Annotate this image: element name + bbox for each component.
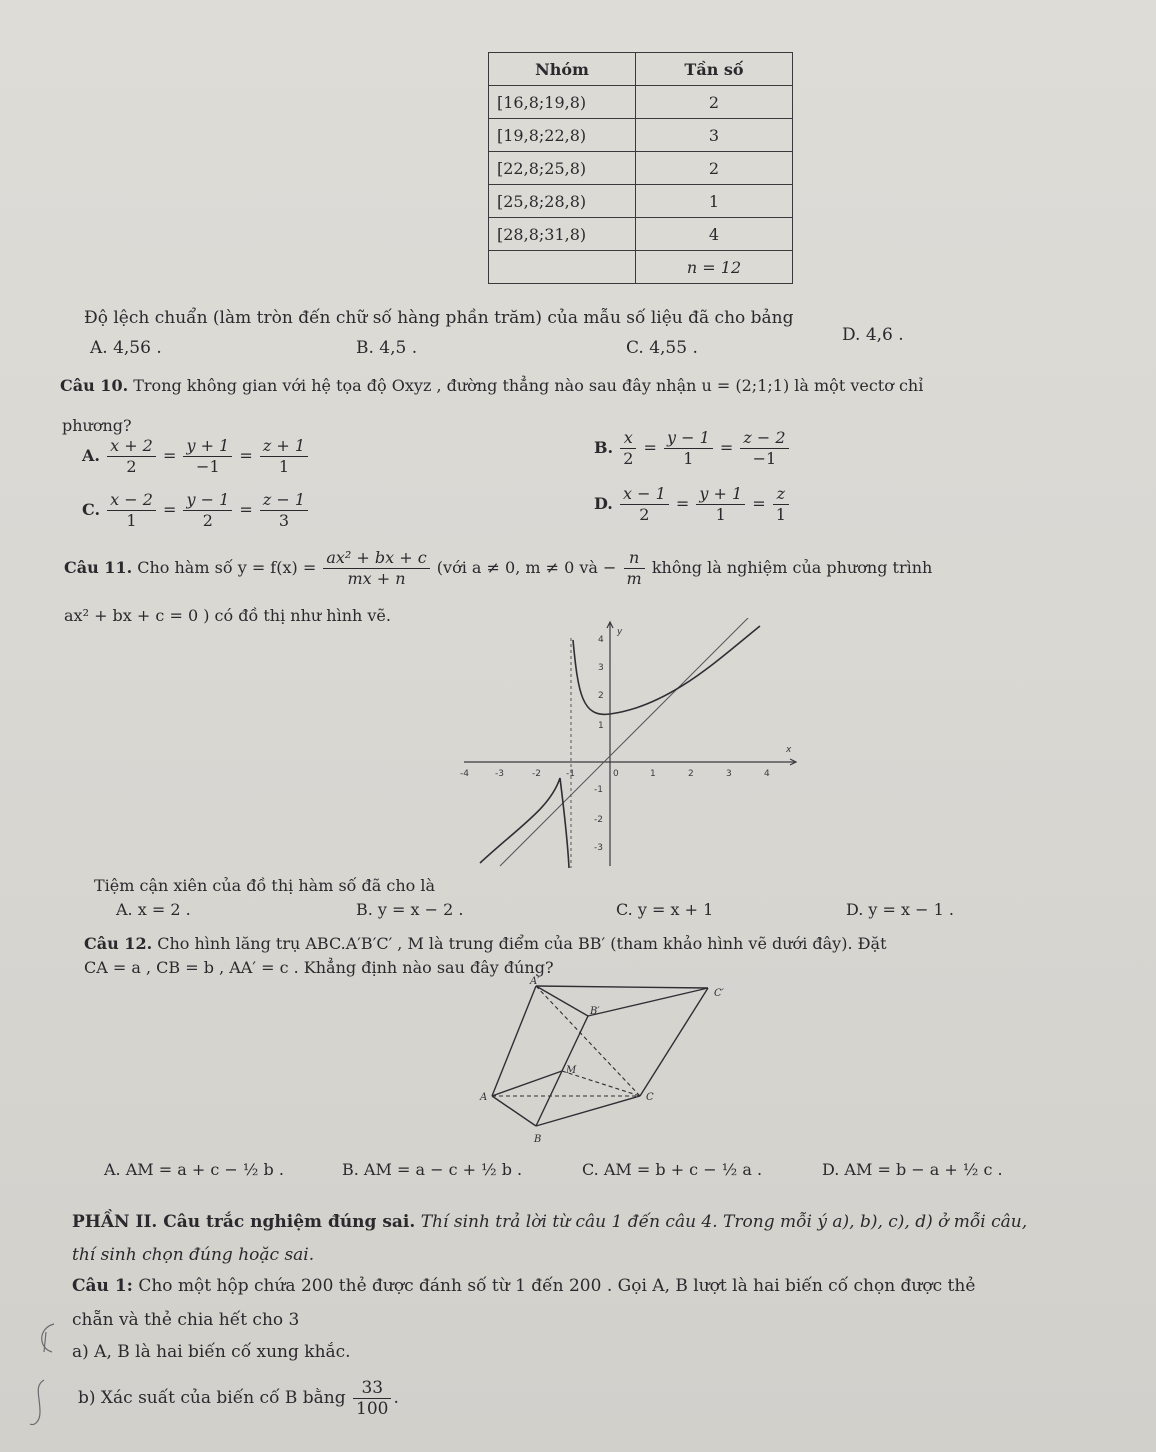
part2-q1-b-text: b) Xác suất của biến cố B bằng	[78, 1388, 346, 1408]
y-tick-label: -3	[594, 843, 603, 853]
q9-option-c[interactable]: C. 4,55 .	[626, 338, 698, 358]
x-tick-label: 0	[613, 769, 619, 779]
part2-desc-cont: thí sinh chọn đúng hoặc sai.	[72, 1245, 315, 1265]
part2-q1-label: Câu 1:	[72, 1276, 133, 1296]
table-cell: [22,8;25,8)	[489, 152, 636, 185]
q10-option-b[interactable]: B. $\frac{x}{2}$ = $\frac{y - 1}{1}$ = $\frac{z - 2}{-1}$	[594, 428, 791, 469]
q12-option-a[interactable]: A. AM = a + c − ½ b .	[104, 1160, 284, 1179]
q11-condition: (với a ≠ 0, m ≠ 0 và −	[436, 558, 617, 577]
q9-text: Độ lệch chuẩn (làm tròn đến chữ số hàng phần trăm) của mẫu số liệu đã cho bảng	[84, 308, 794, 328]
q10-option-a[interactable]: A. $\frac{x + 2}{2}$ = $\frac{y + 1}{-1}$ = $\frac{z + 1}{1}$	[82, 436, 310, 477]
x-tick-label: 4	[764, 769, 770, 779]
table-row	[489, 152, 793, 185]
vertex-label: A	[480, 1092, 488, 1103]
q11-condition-cont: không là nghiệm của phương trình	[651, 558, 933, 577]
y-tick-label: 1	[598, 721, 604, 731]
frequency-table	[488, 52, 793, 284]
x-tick-label: -3	[495, 769, 504, 779]
y-tick-label: 3	[598, 663, 604, 673]
q12-text: Cho hình lăng trụ ABC.A′B′C′ , M là trung điểm của BB′ (tham khảo hình vẽ dưới đây). Đặt	[157, 934, 887, 953]
table-header-frequency: Tần số	[636, 53, 793, 86]
x-tick-label: 3	[726, 769, 732, 779]
q9-option-a[interactable]: A. 4,56 .	[90, 338, 162, 358]
y-tick-label: 2	[598, 691, 604, 701]
q11-function: Cho hàm số y = f(x) =	[137, 558, 317, 577]
table-cell: 3	[636, 119, 793, 152]
table-cell: [16,8;19,8)	[489, 86, 636, 119]
q11-option-d[interactable]: D. y = x − 1 .	[846, 900, 954, 919]
table-cell: 2	[636, 86, 793, 119]
vertex-label: M	[566, 1065, 577, 1076]
x-tick-label: -2	[532, 769, 541, 779]
part2-header	[72, 1212, 1027, 1232]
y-tick-label: -1	[594, 785, 603, 795]
table-header-group: Nhóm	[489, 53, 636, 86]
option-label: C.	[82, 500, 101, 519]
x-axis-label: x	[786, 745, 792, 755]
table-cell: 2	[636, 152, 793, 185]
table-row	[489, 218, 793, 251]
function-graph	[460, 618, 800, 870]
part2-q1-text-cont: chẵn và thẻ chia hết cho 3	[72, 1310, 300, 1330]
table-cell: [28,8;31,8)	[489, 218, 636, 251]
q12-option-c[interactable]: C. AM = b + c − ½ a .	[582, 1160, 763, 1179]
part2-q1-a[interactable]: a) A, B là hai biến cố xung khắc.	[72, 1342, 351, 1362]
pencil-marks	[24, 1322, 64, 1432]
vertex-label: B	[534, 1134, 542, 1145]
table-row	[489, 86, 793, 119]
q11-denominator: mx + n	[347, 569, 406, 588]
table-cell: [19,8;22,8)	[489, 119, 636, 152]
q11-stem: Câu 11. Cho hàm số y = f(x) = $\frac{\text{ax² + bx + c}}{mx + n}$ (với a ≠ 0, m ≠ 0 và − $\frac{n}{m}$ không là nghiệm của phương trình	[64, 548, 933, 588]
q11-option-b[interactable]: B. y = x − 2 .	[356, 900, 464, 919]
q11-label: Câu 11.	[64, 558, 133, 577]
part2-q1-text: Cho một hộp chứa 200 thẻ được đánh số từ 1 đến 200 . Gọi A, B lượt là hai biến cố chọn được thẻ	[138, 1276, 976, 1296]
table-row	[489, 251, 793, 284]
x-tick-label: 1	[650, 769, 656, 779]
q11-option-a[interactable]: A. x = 2 .	[116, 900, 191, 919]
option-label: D.	[594, 494, 613, 513]
x-tick-label: 2	[688, 769, 694, 779]
part2-desc: Thí sinh trả lời từ câu 1 đến câu 4. Trong mỗi ý a), b), c), d) ở mỗi câu,	[420, 1212, 1028, 1232]
vertex-label: A′	[530, 976, 540, 987]
q12-option-b[interactable]: B. AM = a − c + ½ b .	[342, 1160, 523, 1179]
table-cell: [25,8;28,8)	[489, 185, 636, 218]
q10-stem	[60, 376, 923, 395]
q12-option-d[interactable]: D. AM = b − a + ½ c .	[822, 1160, 1003, 1179]
x-tick-label: -1	[566, 769, 575, 779]
part2-title: PHẦN II. Câu trắc nghiệm đúng sai.	[72, 1212, 416, 1232]
table-cell: 4	[636, 218, 793, 251]
q10-text-cont: phương?	[62, 416, 132, 435]
table-row	[489, 185, 793, 218]
vertex-label: B′	[590, 1006, 600, 1017]
q11-numerator: ax² + bx + c	[323, 548, 429, 569]
q11-option-c[interactable]: C. y = x + 1	[616, 900, 714, 919]
q12-stem	[84, 934, 887, 953]
q10-label: Câu 10.	[60, 376, 129, 395]
option-label: A.	[82, 446, 100, 465]
x-tick-label: -4	[460, 769, 469, 779]
vertex-label: C′	[714, 988, 724, 999]
option-label: B.	[594, 438, 614, 457]
q10-option-c[interactable]: C. $\frac{x - 2}{1}$ = $\frac{y - 1}{2}$ = $\frac{z - 1}{3}$	[82, 490, 310, 531]
q9-option-b[interactable]: B. 4,5 .	[356, 338, 418, 358]
q11-text-cont: ax² + bx + c = 0 ) có đồ thị như hình vẽ.	[64, 606, 391, 625]
q9-option-d[interactable]: D. 4,6 .	[842, 325, 904, 345]
q12-label: Câu 12.	[84, 934, 153, 953]
part2-q1	[72, 1276, 975, 1296]
y-axis-label: y	[617, 627, 623, 637]
prism-diagram	[470, 976, 750, 1148]
table-cell-empty	[489, 251, 636, 284]
y-tick-label: 4	[598, 635, 604, 645]
q10-option-d[interactable]: D. $\frac{x - 1}{2}$ = $\frac{y + 1}{1}$ = $\frac{z}{1}$	[594, 484, 791, 525]
table-cell: 1	[636, 185, 793, 218]
table-total: n = 12	[636, 251, 793, 284]
y-tick-label: -2	[594, 815, 603, 825]
q10-text: Trong không gian với hệ tọa độ Oxyz , đường thẳng nào sau đây nhận u = (2;1;1) là một vectơ chỉ	[133, 376, 924, 395]
q11-question: Tiệm cận xiên của đồ thị hàm số đã cho là	[94, 876, 436, 895]
part2-q1-b[interactable]: b) Xác suất của biến cố B bằng $\frac{33}{100}$ .	[78, 1378, 399, 1419]
vertex-label: C	[646, 1092, 654, 1103]
table-row	[489, 119, 793, 152]
q12-text-cont: CA = a , CB = b , AA′ = c . Khẳng định nào sau đây đúng?	[84, 958, 554, 977]
